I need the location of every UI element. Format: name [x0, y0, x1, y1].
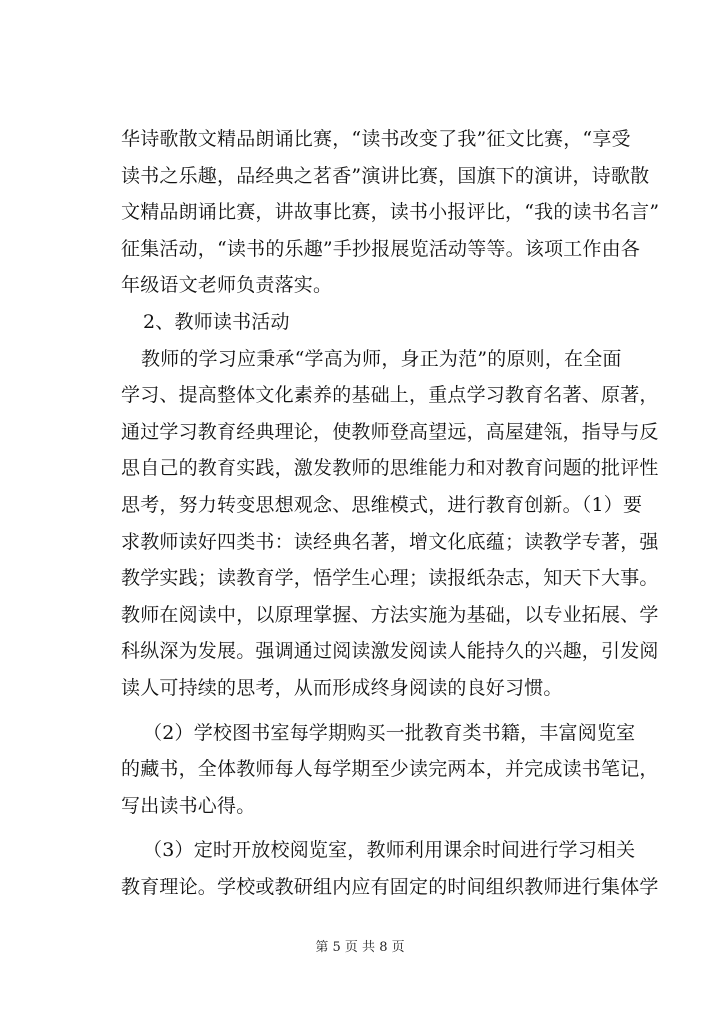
text-line: 教学实践；读教育学，悟学生心理；读报纸杂志，知天下大事。 [121, 567, 659, 590]
text-line: （2）学校图书室每学期购买一批教育类书籍，丰富阅览室 [143, 721, 636, 744]
document-body [121, 121, 660, 905]
text-line: 写出读书心得。 [121, 794, 256, 817]
text-line: 征集活动，“读书的乐趣”手抄报展览活动等等。该项工作由各 [121, 237, 641, 260]
text-line: 读人可持续的思考，从而形成终身阅读的良好习惯。 [121, 676, 563, 699]
text-line: 读书之乐趣，品经典之茗香”演讲比赛，国旗下的演讲，诗歌散 [121, 164, 650, 187]
paragraph-gap [121, 707, 605, 715]
text-line: 思考，努力转变思想观念、思维模式，进行教育创新。（1）要 [121, 493, 643, 516]
text-line: 教师在阅读中，以原理掌握、方法实施为基础，以专业拓展、学 [121, 603, 659, 626]
text-line: 通过学习教育经典理论，使教师登高望远，高屋建瓴，指导与反 [121, 420, 659, 443]
text-line: 思自己的教育实践，激发教师的思维能力和对教育问题的批评性 [121, 457, 659, 480]
text-line: 科纵深为发展。强调通过阅读激发阅读人能持久的兴趣，引发阅 [121, 640, 659, 663]
page-footer [0, 936, 720, 955]
section-heading: 2、教师读书活动 [143, 310, 290, 333]
text-line: 教师的学习应秉承“学高为师，身正为范”的原则，在全面 [141, 347, 622, 370]
text-line: 文精品朗诵比赛，讲故事比赛，读书小报评比，“我的读书名言” [121, 201, 660, 224]
text-line: 华诗歌散文精品朗诵比赛，“读书改变了我”征文比赛，“享受 [121, 128, 631, 150]
text-line: 求教师读好四类书：读经典名著，增文化底蕴；读教学专著，强 [121, 530, 659, 553]
paragraph-gap [121, 824, 605, 832]
text-line: 学习、提高整体文化素养的基础上，重点学习教育名著、原著， [121, 384, 659, 407]
text-line: （3）定时开放校阅览室，教师利用课余时间进行学习相关 [143, 839, 636, 862]
page-number-label: 第 5 页 共 8 页 [315, 940, 405, 955]
text-line: 教育理论。学校或教研组内应有固定的时间组织教师进行集体学 [121, 875, 659, 898]
text-line: 年级语文老师负责落实。 [121, 274, 333, 297]
text-line: 的藏书，全体教师每人每学期至少读完两本，并完成读书笔记， [121, 758, 659, 781]
